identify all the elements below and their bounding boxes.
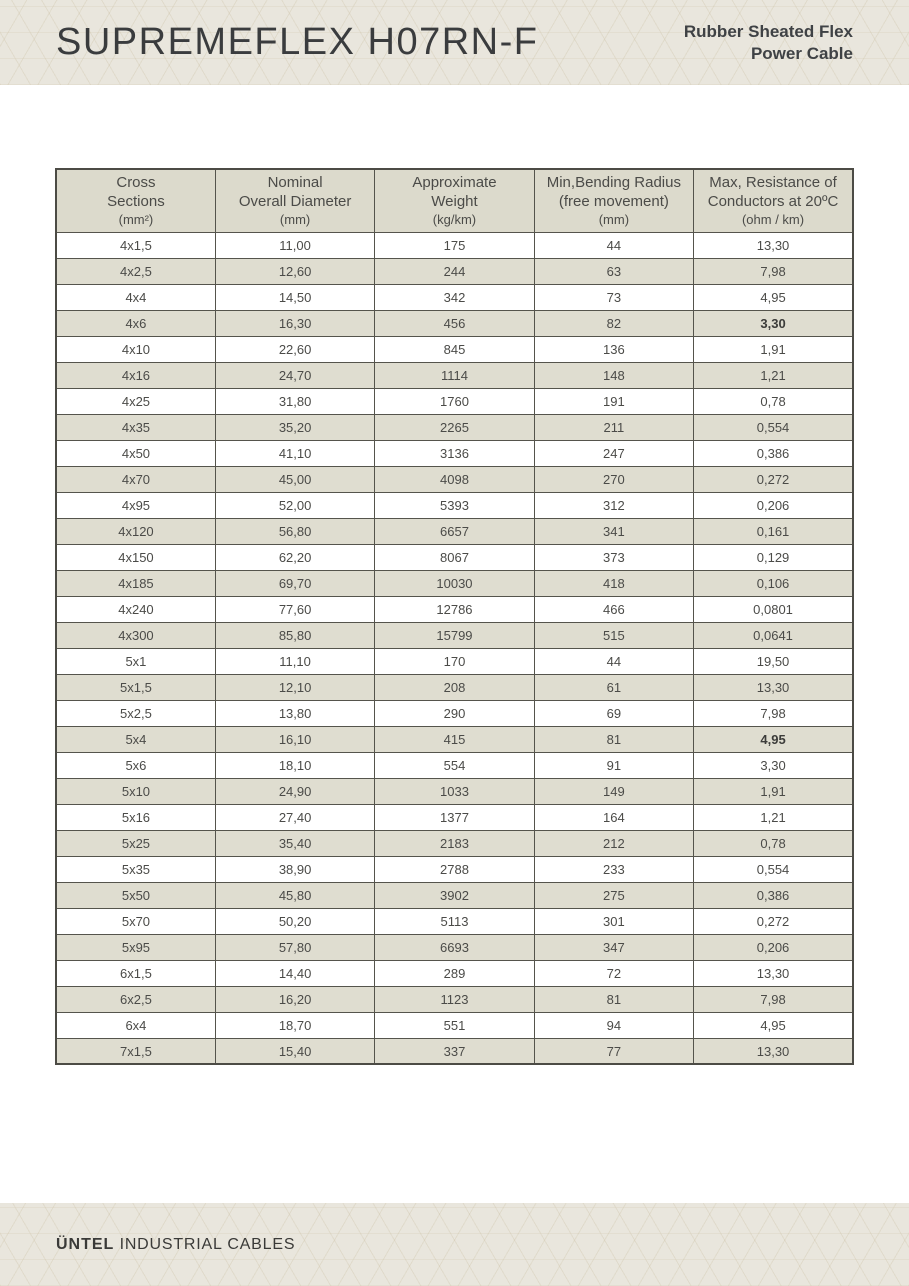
table-row <box>56 336 853 362</box>
table-row <box>56 492 853 518</box>
cell: 347 <box>534 934 693 960</box>
table-row <box>56 310 853 336</box>
cell: 7,98 <box>694 700 853 726</box>
cell: 12,60 <box>215 258 374 284</box>
footer-brand-suffix: INDUSTRIAL CABLES <box>119 1235 296 1253</box>
cell: 15799 <box>375 622 534 648</box>
table-row <box>56 1012 853 1038</box>
cell: 50,20 <box>215 908 374 934</box>
cell: 4x16 <box>56 362 215 388</box>
cell: 515 <box>534 622 693 648</box>
cell: 0,386 <box>694 440 853 466</box>
column-header-4: Max, Resistance of Conductors at 20ºC (ohm / km) <box>694 169 853 232</box>
cell: 290 <box>375 700 534 726</box>
cell: 373 <box>534 544 693 570</box>
cell: 289 <box>375 960 534 986</box>
table-row <box>56 440 853 466</box>
cell: 4x300 <box>56 622 215 648</box>
table-row <box>56 388 853 414</box>
cell: 1123 <box>375 986 534 1012</box>
cell: 85,80 <box>215 622 374 648</box>
cell: 24,70 <box>215 362 374 388</box>
table-row <box>56 648 853 674</box>
cell: 35,20 <box>215 414 374 440</box>
cell: 38,90 <box>215 856 374 882</box>
cell: 7x1,5 <box>56 1038 215 1064</box>
cell: 5x25 <box>56 830 215 856</box>
cell: 0,0641 <box>694 622 853 648</box>
footer-brand-name: ÜNTEL <box>56 1235 115 1253</box>
cell: 1760 <box>375 388 534 414</box>
cell: 4x70 <box>56 466 215 492</box>
cell: 81 <box>534 986 693 1012</box>
header-subtitle-line1: Rubber Sheated Flex <box>683 21 853 41</box>
cell: 4x185 <box>56 570 215 596</box>
table-row <box>56 830 853 856</box>
cell: 12,10 <box>215 674 374 700</box>
cell: 45,80 <box>215 882 374 908</box>
cell: 456 <box>375 310 534 336</box>
cell: 149 <box>534 778 693 804</box>
table-row <box>56 284 853 310</box>
cell: 418 <box>534 570 693 596</box>
cell: 0,554 <box>694 414 853 440</box>
cell: 18,10 <box>215 752 374 778</box>
cell: 57,80 <box>215 934 374 960</box>
cell: 13,30 <box>694 1038 853 1064</box>
cell: 13,80 <box>215 700 374 726</box>
cell: 301 <box>534 908 693 934</box>
cell: 11,10 <box>215 648 374 674</box>
column-header-2: Approximate Weight (kg/km) <box>375 169 534 232</box>
table-row <box>56 908 853 934</box>
cell: 5x95 <box>56 934 215 960</box>
cell: 82 <box>534 310 693 336</box>
cell: 3902 <box>375 882 534 908</box>
content-area <box>0 85 909 1203</box>
cell: 44 <box>534 648 693 674</box>
cell: 45,00 <box>215 466 374 492</box>
cell: 94 <box>534 1012 693 1038</box>
cell: 2788 <box>375 856 534 882</box>
header-band <box>0 0 909 85</box>
cell: 466 <box>534 596 693 622</box>
cell: 212 <box>534 830 693 856</box>
cell: 12786 <box>375 596 534 622</box>
cell: 0,206 <box>694 492 853 518</box>
table-row <box>56 258 853 284</box>
cell: 4x150 <box>56 544 215 570</box>
cell: 2265 <box>375 414 534 440</box>
cell: 275 <box>534 882 693 908</box>
cell: 73 <box>534 284 693 310</box>
cell: 175 <box>375 232 534 258</box>
cell: 247 <box>534 440 693 466</box>
table-row <box>56 882 853 908</box>
cell: 164 <box>534 804 693 830</box>
table-row <box>56 934 853 960</box>
cell: 4x95 <box>56 492 215 518</box>
spec-table <box>55 168 854 1065</box>
cell: 6x1,5 <box>56 960 215 986</box>
cell: 5393 <box>375 492 534 518</box>
cell: 56,80 <box>215 518 374 544</box>
table-row <box>56 544 853 570</box>
table-row <box>56 232 853 258</box>
cell: 41,10 <box>215 440 374 466</box>
cell: 5x6 <box>56 752 215 778</box>
cell: 5x10 <box>56 778 215 804</box>
table-row <box>56 1038 853 1064</box>
cell: 5x16 <box>56 804 215 830</box>
cell: 22,60 <box>215 336 374 362</box>
cell: 0,272 <box>694 908 853 934</box>
cell: 1,91 <box>694 778 853 804</box>
table-row <box>56 726 853 752</box>
cell: 211 <box>534 414 693 440</box>
column-header-3: Min,Bending Radius (free movement) (mm) <box>534 169 693 232</box>
cell: 554 <box>375 752 534 778</box>
cell: 5x1,5 <box>56 674 215 700</box>
cell: 5x70 <box>56 908 215 934</box>
cell: 208 <box>375 674 534 700</box>
cell: 0,161 <box>694 518 853 544</box>
cell: 14,50 <box>215 284 374 310</box>
footer-band <box>0 1203 909 1286</box>
table-row <box>56 804 853 830</box>
cell: 0,0801 <box>694 596 853 622</box>
table-row <box>56 986 853 1012</box>
cell: 81 <box>534 726 693 752</box>
cell: 16,30 <box>215 310 374 336</box>
cell: 7,98 <box>694 986 853 1012</box>
cell: 5x35 <box>56 856 215 882</box>
cell: 13,30 <box>694 960 853 986</box>
table-row <box>56 778 853 804</box>
cell: 19,50 <box>694 648 853 674</box>
table-row <box>56 700 853 726</box>
cell: 14,40 <box>215 960 374 986</box>
cell: 44 <box>534 232 693 258</box>
cell: 5x4 <box>56 726 215 752</box>
cell: 233 <box>534 856 693 882</box>
cell: 170 <box>375 648 534 674</box>
cell: 69,70 <box>215 570 374 596</box>
cell: 5113 <box>375 908 534 934</box>
table-header-row <box>56 169 853 232</box>
cell: 4x4 <box>56 284 215 310</box>
cell: 1033 <box>375 778 534 804</box>
cell: 11,00 <box>215 232 374 258</box>
cell: 0,129 <box>694 544 853 570</box>
cell: 62,20 <box>215 544 374 570</box>
cell: 1377 <box>375 804 534 830</box>
cell: 5x2,5 <box>56 700 215 726</box>
cell: 6x2,5 <box>56 986 215 1012</box>
cell: 1,21 <box>694 804 853 830</box>
spec-table-body <box>56 232 853 1064</box>
cell: 4,95 <box>694 1012 853 1038</box>
cell: 8067 <box>375 544 534 570</box>
cell: 6x4 <box>56 1012 215 1038</box>
table-row <box>56 856 853 882</box>
cell: 5x1 <box>56 648 215 674</box>
cell: 3136 <box>375 440 534 466</box>
cell: 63 <box>534 258 693 284</box>
cell: 845 <box>375 336 534 362</box>
cell: 77 <box>534 1038 693 1064</box>
cell: 4x10 <box>56 336 215 362</box>
cell: 6657 <box>375 518 534 544</box>
cell: 31,80 <box>215 388 374 414</box>
cell: 312 <box>534 492 693 518</box>
cell: 77,60 <box>215 596 374 622</box>
cell: 13,30 <box>694 674 853 700</box>
table-row <box>56 674 853 700</box>
cell: 4x50 <box>56 440 215 466</box>
cell: 0,78 <box>694 388 853 414</box>
cell: 61 <box>534 674 693 700</box>
cell: 136 <box>534 336 693 362</box>
cell: 3,30 <box>694 752 853 778</box>
cell: 4,95 <box>694 284 853 310</box>
cell: 0,554 <box>694 856 853 882</box>
cell: 0,206 <box>694 934 853 960</box>
footer-logo <box>56 1236 295 1254</box>
table-row <box>56 570 853 596</box>
cell: 0,386 <box>694 882 853 908</box>
cell: 4x6 <box>56 310 215 336</box>
cell: 191 <box>534 388 693 414</box>
table-row <box>56 960 853 986</box>
cell: 52,00 <box>215 492 374 518</box>
cell: 4x120 <box>56 518 215 544</box>
table-row <box>56 414 853 440</box>
cell: 1,91 <box>694 336 853 362</box>
cell: 4x25 <box>56 388 215 414</box>
cell: 91 <box>534 752 693 778</box>
cell: 0,272 <box>694 466 853 492</box>
cell: 15,40 <box>215 1038 374 1064</box>
page-title: SUPREMEFLEX H07RN-F <box>56 21 539 63</box>
table-row <box>56 752 853 778</box>
cell: 4x2,5 <box>56 258 215 284</box>
cell: 270 <box>534 466 693 492</box>
cell: 27,40 <box>215 804 374 830</box>
cell: 551 <box>375 1012 534 1038</box>
cell: 13,30 <box>694 232 853 258</box>
cell: 16,10 <box>215 726 374 752</box>
cell: 18,70 <box>215 1012 374 1038</box>
cell: 35,40 <box>215 830 374 856</box>
column-header-1: Nominal Overall Diameter (mm) <box>215 169 374 232</box>
table-row <box>56 362 853 388</box>
cell: 69 <box>534 700 693 726</box>
cell: 72 <box>534 960 693 986</box>
column-header-0: Cross Sections (mm²) <box>56 169 215 232</box>
cell: 4098 <box>375 466 534 492</box>
cell: 4,95 <box>694 726 853 752</box>
table-row <box>56 596 853 622</box>
cell: 1114 <box>375 362 534 388</box>
cell: 337 <box>375 1038 534 1064</box>
cell: 5x50 <box>56 882 215 908</box>
table-row <box>56 518 853 544</box>
header-subtitle-line2: Power Cable <box>750 43 853 63</box>
table-row <box>56 622 853 648</box>
cell: 7,98 <box>694 258 853 284</box>
cell: 6693 <box>375 934 534 960</box>
cell: 1,21 <box>694 362 853 388</box>
cell: 4x240 <box>56 596 215 622</box>
cell: 342 <box>375 284 534 310</box>
cell: 148 <box>534 362 693 388</box>
cell: 24,90 <box>215 778 374 804</box>
cell: 3,30 <box>694 310 853 336</box>
cell: 10030 <box>375 570 534 596</box>
cell: 244 <box>375 258 534 284</box>
cell: 2183 <box>375 830 534 856</box>
cell: 4x35 <box>56 414 215 440</box>
cell: 16,20 <box>215 986 374 1012</box>
cell: 4x1,5 <box>56 232 215 258</box>
spec-table-head <box>56 169 853 232</box>
header-subtitle <box>684 21 853 65</box>
cell: 0,78 <box>694 830 853 856</box>
table-row <box>56 466 853 492</box>
cell: 415 <box>375 726 534 752</box>
cell: 0,106 <box>694 570 853 596</box>
cell: 341 <box>534 518 693 544</box>
